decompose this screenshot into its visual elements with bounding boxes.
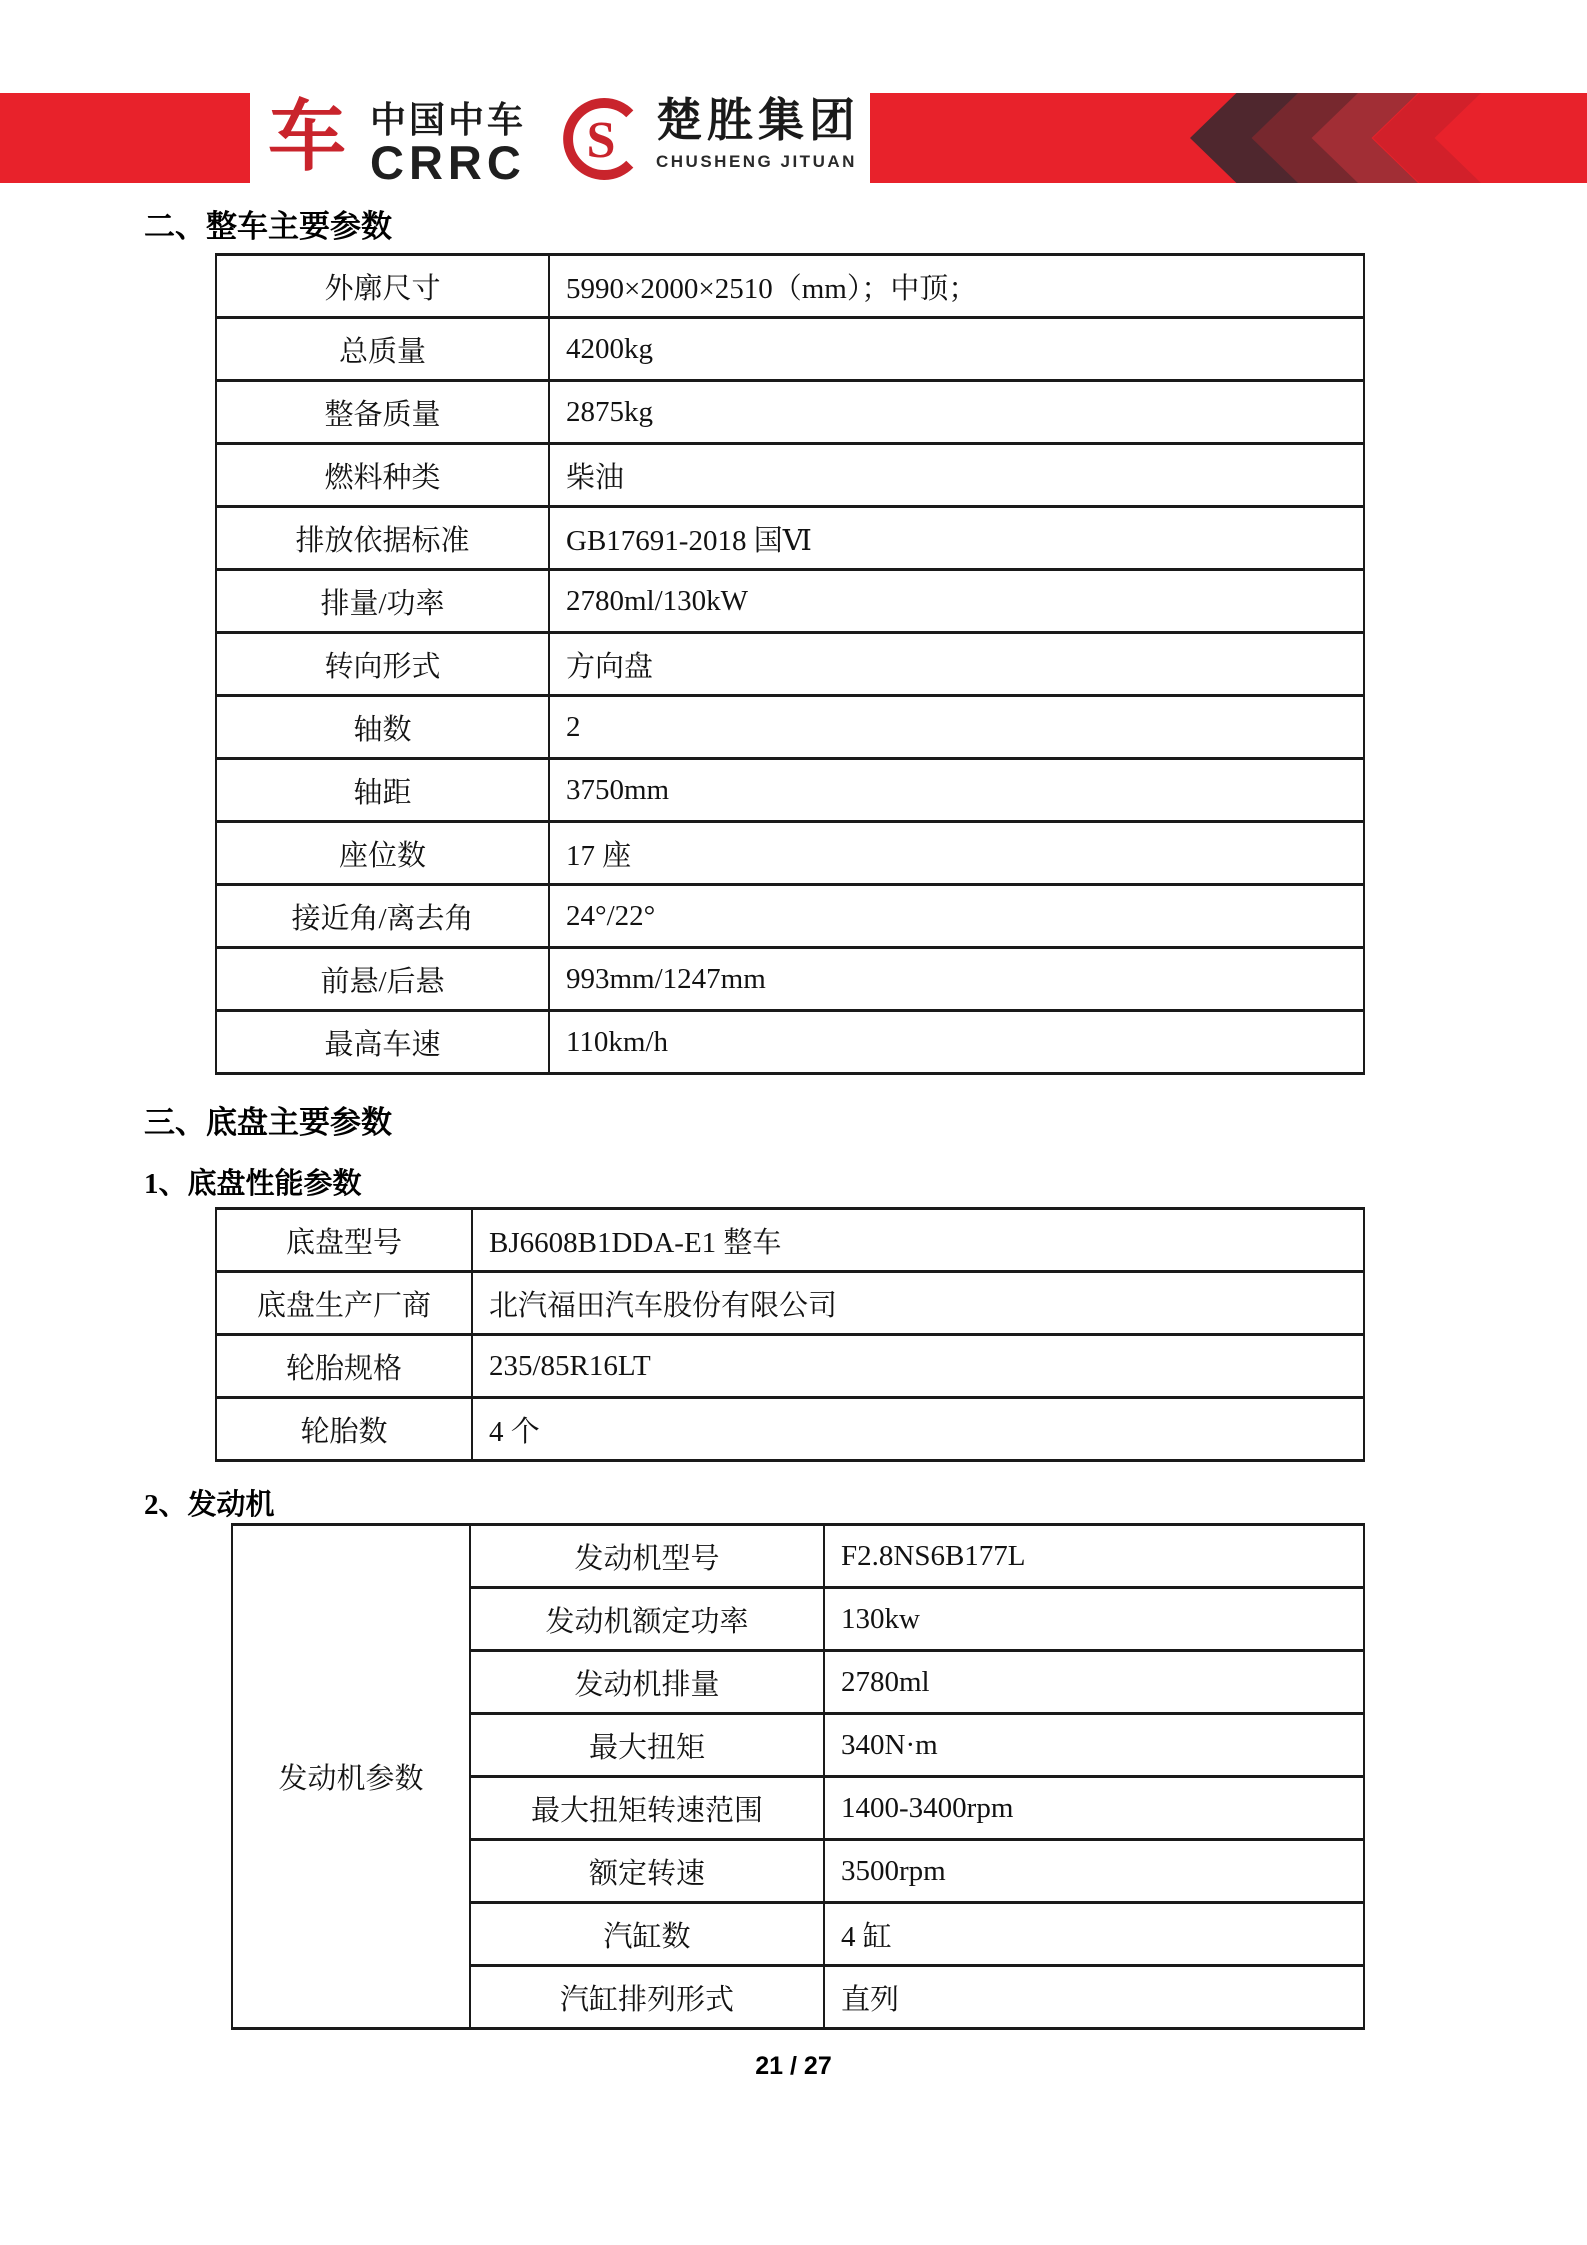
table-row — [216, 948, 1364, 1011]
param-label: 最高车速 — [216, 1011, 549, 1074]
chusheng-logo-text — [656, 95, 860, 171]
crrc-logo-icon: 车 — [267, 93, 346, 180]
table-row — [216, 885, 1364, 948]
table-row — [216, 507, 1364, 570]
param-value: 2875kg — [549, 381, 1364, 444]
param-label: 轴数 — [216, 696, 549, 759]
vehicle-params-table — [215, 253, 1365, 1075]
param-value: 2780ml/130kW — [549, 570, 1364, 633]
param-label: 燃料种类 — [216, 444, 549, 507]
chusheng-name-cn: 楚胜集团 — [656, 95, 860, 146]
table-row — [216, 1335, 1364, 1398]
chassis-params-table — [215, 1207, 1365, 1462]
param-label: 汽缸数 — [470, 1903, 824, 1966]
param-value: 直列 — [824, 1966, 1364, 2029]
table-row — [216, 822, 1364, 885]
chusheng-logo-icon — [556, 94, 646, 184]
table-row — [216, 759, 1364, 822]
param-label: 轮胎规格 — [216, 1335, 472, 1398]
table-row — [232, 1525, 1364, 1588]
header-red-bar-right — [870, 93, 1587, 183]
param-label: 发动机额定功率 — [470, 1588, 824, 1651]
table-row — [216, 318, 1364, 381]
engine-group-label: 发动机参数 — [232, 1525, 470, 2029]
engine-params-table — [231, 1523, 1365, 2030]
param-value: 24°/22° — [549, 885, 1364, 948]
table-row — [216, 1272, 1364, 1335]
param-value: GB17691-2018 国Ⅵ — [549, 507, 1364, 570]
param-label: 座位数 — [216, 822, 549, 885]
param-value: 3500rpm — [824, 1840, 1364, 1903]
param-label: 最大扭矩 — [470, 1714, 824, 1777]
param-label: 前悬/后悬 — [216, 948, 549, 1011]
table-row — [216, 1011, 1364, 1074]
param-value: 993mm/1247mm — [549, 948, 1364, 1011]
param-value: 340N·m — [824, 1714, 1364, 1777]
param-value: 4200kg — [549, 318, 1364, 381]
param-value: 17 座 — [549, 822, 1364, 885]
param-label: 底盘生产厂商 — [216, 1272, 472, 1335]
param-value: 4 个 — [472, 1398, 1364, 1461]
param-label: 额定转速 — [470, 1840, 824, 1903]
section-title-vehicle-params: 二、整车主要参数 — [144, 209, 392, 244]
table-row — [216, 1398, 1364, 1461]
param-label: 底盘型号 — [216, 1209, 472, 1272]
param-label: 排放依据标准 — [216, 507, 549, 570]
param-label: 轮胎数 — [216, 1398, 472, 1461]
param-label: 整备质量 — [216, 381, 549, 444]
svg-text:S: S — [586, 111, 616, 169]
subsection-title-engine: 2、发动机 — [144, 1489, 275, 1521]
param-value: 4 缸 — [824, 1903, 1364, 1966]
param-label: 最大扭矩转速范围 — [470, 1777, 824, 1840]
param-value: 1400-3400rpm — [824, 1777, 1364, 1840]
param-label: 外廓尺寸 — [216, 255, 549, 318]
section-title-chassis-params: 三、底盘主要参数 — [144, 1105, 392, 1140]
param-label: 发动机型号 — [470, 1525, 824, 1588]
param-label: 总质量 — [216, 318, 549, 381]
table-row — [216, 1209, 1364, 1272]
param-label: 发动机排量 — [470, 1651, 824, 1714]
param-value: 110km/h — [549, 1011, 1364, 1074]
table-row — [216, 696, 1364, 759]
param-value: 北汽福田汽车股份有限公司 — [472, 1272, 1364, 1335]
page-number: 21 / 27 — [755, 2052, 832, 2080]
table-row — [216, 255, 1364, 318]
param-label: 汽缸排列形式 — [470, 1966, 824, 2029]
param-value: 130kw — [824, 1588, 1364, 1651]
param-label: 接近角/离去角 — [216, 885, 549, 948]
param-label: 转向形式 — [216, 633, 549, 696]
param-value: 2 — [549, 696, 1364, 759]
table-row — [216, 444, 1364, 507]
table-row — [216, 381, 1364, 444]
crrc-logo-text — [370, 100, 527, 189]
chusheng-name-en: CHUSHENG JITUAN — [656, 152, 857, 171]
param-value: 方向盘 — [549, 633, 1364, 696]
crrc-name-en: CRRC — [370, 136, 526, 189]
param-value: F2.8NS6B177L — [824, 1525, 1364, 1588]
param-value: 柴油 — [549, 444, 1364, 507]
param-label: 轴距 — [216, 759, 549, 822]
param-label: 排量/功率 — [216, 570, 549, 633]
table-row — [216, 570, 1364, 633]
subsection-title-chassis-performance: 1、底盘性能参数 — [144, 1168, 362, 1200]
param-value: 3750mm — [549, 759, 1364, 822]
table-row — [216, 633, 1364, 696]
crrc-name-cn: 中国中车 — [370, 100, 527, 140]
header-red-bar-left — [0, 93, 250, 183]
param-value: BJ6608B1DDA-E1 整车 — [472, 1209, 1364, 1272]
param-value: 235/85R16LT — [472, 1335, 1364, 1398]
param-value: 5990×2000×2510（mm）；中顶； — [549, 255, 1364, 318]
param-value: 2780ml — [824, 1651, 1364, 1714]
